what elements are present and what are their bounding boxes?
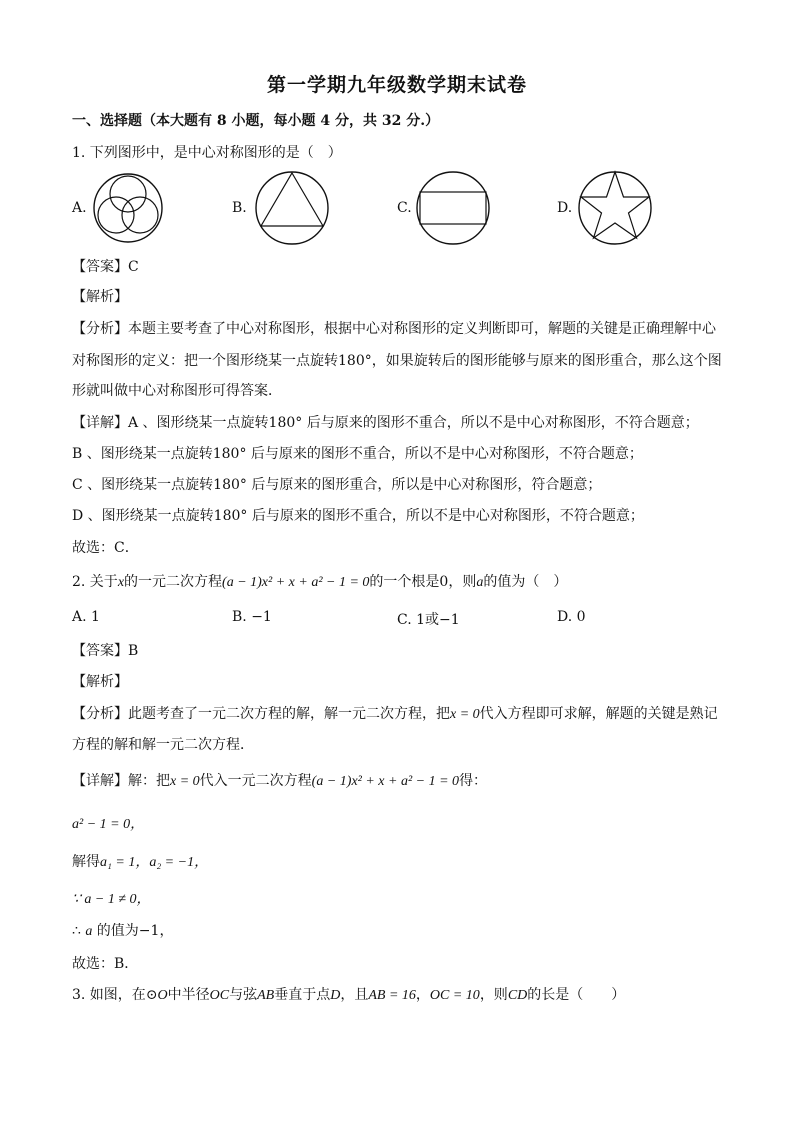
analysis-eq: x = 0	[450, 707, 480, 722]
step-4-post: 的值为−1，	[92, 923, 174, 939]
question-2-step-4	[72, 920, 173, 940]
choice-d: D. 0	[557, 609, 586, 625]
q3-a: 中半径	[167, 987, 210, 1003]
question-2-stem-mid: 的一元二次方程	[124, 574, 223, 590]
detail-post: 得：	[459, 773, 488, 789]
q3-c: 垂直于点	[274, 987, 331, 1003]
step-4-var: a	[85, 924, 93, 939]
option-a	[72, 170, 172, 246]
q3-cd: CD	[507, 988, 528, 1003]
analysis-post: 代入方程即可求解，解题的关键是熟记	[479, 706, 718, 722]
question-1-detail-line-4: D 、图形绕某一点旋转180° 后与原来的图形不重合，所以不是中心对称图形，不符合题意；	[72, 508, 644, 524]
question-2-stem-prefix: 2. 关于	[72, 574, 118, 590]
choice-b: B. −1	[232, 609, 272, 625]
detail-pre: 【详解】解：把	[72, 773, 170, 789]
question-2-var-a: a	[476, 575, 484, 590]
question-1-analysis-line-3: 形就叫做中心对称图形可得答案．	[72, 383, 282, 399]
question-2-equation: (a − 1)x² + x + a² − 1 = 0	[222, 575, 370, 590]
question-2-analysis-line-2: 方程的解和解一元二次方程．	[72, 737, 254, 753]
option-a-label: A.	[72, 200, 87, 216]
question-3-stem	[72, 984, 625, 1004]
section-heading: 一、选择题（本大题有 8 小题，每小题 4 分，共 32 分.）	[72, 113, 440, 129]
question-2-answer: 【答案】B	[72, 643, 139, 659]
question-2-step-1: a² − 1 = 0，	[72, 817, 145, 832]
question-2-conclusion: 故选：B．	[72, 956, 139, 972]
question-2-step-2	[72, 851, 208, 871]
q3-circle: ⊙O	[145, 988, 168, 1003]
q3-ab: AB	[257, 988, 275, 1003]
step-4-pre: ∴	[72, 923, 86, 939]
detail-eq-2: (a − 1)x² + x + a² − 1 = 0	[311, 774, 460, 789]
question-1-detail-line-2: B 、图形绕某一点旋转180° 后与原来的图形不重合，所以不是中心对称图形，不符合题意；	[72, 446, 643, 462]
question-2-stem-suffix-1: 的一个根是0，则	[369, 574, 477, 590]
option-c	[397, 170, 517, 246]
question-1-analysis-line-1: 【分析】本题主要考查了中心对称图形，根据中心对称图形的定义判断即可，解题的关键是正确理解中心	[72, 321, 716, 337]
star-in-circle-icon	[577, 170, 653, 246]
option-b	[232, 170, 352, 246]
option-b-label: B.	[232, 200, 247, 216]
question-1-detail-line-1: 【详解】A 、图形绕某一点旋转180° 后与原来的图形不重合，所以不是中心对称图形，不符合题意；	[72, 415, 699, 431]
question-2-analysis-line-1	[72, 703, 718, 723]
q3-b: 与弦	[229, 987, 258, 1003]
triangle-in-circle-icon	[254, 170, 330, 246]
detail-eq-1: x = 0	[170, 774, 200, 789]
detail-mid: 代入一元二次方程	[199, 773, 312, 789]
choice-c: C. 1或−1	[397, 612, 460, 628]
q3-d-text: ，且	[340, 987, 369, 1003]
question-2-stem-suffix-2: 的值为（ ）	[483, 574, 568, 590]
q3-pre: 3. 如图，在	[72, 987, 146, 1003]
analysis-pre: 【分析】此题考查了一元二次方程的解，解一元二次方程，把	[72, 706, 450, 722]
question-2-jiexi: 【解析】	[72, 674, 128, 690]
question-1-options	[72, 170, 732, 246]
rectangle-in-circle-icon	[415, 170, 491, 246]
q3-ab-eq: AB = 16	[368, 988, 416, 1003]
choice-a: A. 1	[72, 609, 100, 625]
question-2-detail	[72, 770, 487, 790]
q3-d: D	[330, 988, 341, 1003]
question-1-analysis-line-2: 对称图形的定义：把一个图形绕某一点旋转180°，如果旋转后的图形能够与原来的图形重合，那么这个图	[72, 353, 722, 369]
page-title: 第一学期九年级数学期末试卷	[266, 74, 527, 96]
option-d-label: D.	[557, 200, 573, 216]
three-circles-icon	[92, 170, 164, 246]
q3-f: 的长是（ ）	[527, 987, 626, 1003]
option-c-label: C.	[397, 200, 412, 216]
question-2-stem	[72, 571, 567, 591]
q3-e: ，则	[479, 987, 508, 1003]
question-1-stem: 1. 下列图形中，是中心对称图形的是（ ）	[72, 145, 342, 161]
step-2-pre: 解得	[72, 854, 100, 870]
step-2-eq: a₁ = 1，a₂ = −1，	[100, 855, 209, 870]
question-1-conclusion: 故选：C．	[72, 540, 139, 556]
question-2-var-x: x	[117, 575, 125, 590]
option-d	[557, 170, 677, 246]
question-1-detail-line-3: C 、图形绕某一点旋转180° 后与原来的图形重合，所以是中心对称图形，符合题意；	[72, 477, 602, 493]
q3-sep: ，	[415, 987, 430, 1003]
question-1-jiexi: 【解析】	[72, 289, 128, 305]
question-1-answer: 【答案】C	[72, 259, 139, 275]
q3-oc-eq: OC = 10	[429, 988, 480, 1003]
q3-oc: OC	[209, 988, 230, 1003]
question-2-step-3: ∵ a − 1 ≠ 0，	[72, 892, 151, 907]
